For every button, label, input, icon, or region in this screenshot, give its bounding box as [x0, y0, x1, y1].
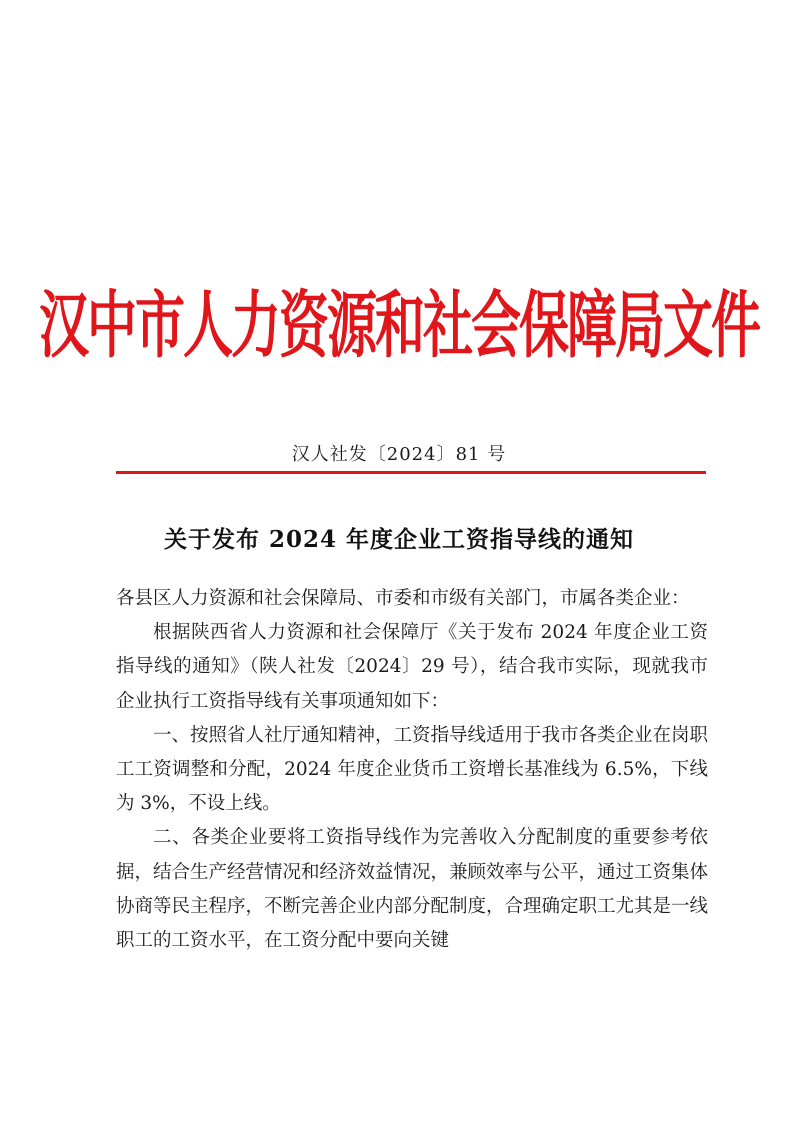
- salutation: 各县区人力资源和社会保障局、市委和市级有关部门，市属各类企业：: [116, 588, 690, 609]
- agency-header-title: 汉中市人力资源和社会保障局文件: [39, 282, 759, 368]
- document-body: [116, 582, 708, 958]
- document-number: 汉人社发〔2024〕81 号: [291, 444, 507, 465]
- notice-title: 关于发布 2024 年度企业工资指导线的通知: [163, 526, 635, 553]
- red-divider-line: [116, 471, 706, 474]
- paragraph-item-2: 二、各类企业要将工资指导线作为完善收入分配制度的重要参考依据，结合生产经营情况和经济效益情况，兼顾效率与公平，通过工资集体协商等民主程序，不断完善企业内部分配制度，合理确定职工尤其是一线职工的工资水平，在工资分配中要向关键: [116, 827, 709, 952]
- paragraph-intro: 根据陕西省人力资源和社会保障厅《关于发布 2024 年度企业工资指导线的通知》（陕人社发〔2024〕29 号），结合我市实际，现就我市企业执行工资指导线有关事项通知如下：: [116, 622, 708, 712]
- paragraph-item-1: 一、按照省人社厅通知精神，工资指导线适用于我市各类企业在岗职工工资调整和分配，2024 年度企业货币工资增长基准线为 6.5%，下线为 3%，不设上线。: [116, 724, 709, 815]
